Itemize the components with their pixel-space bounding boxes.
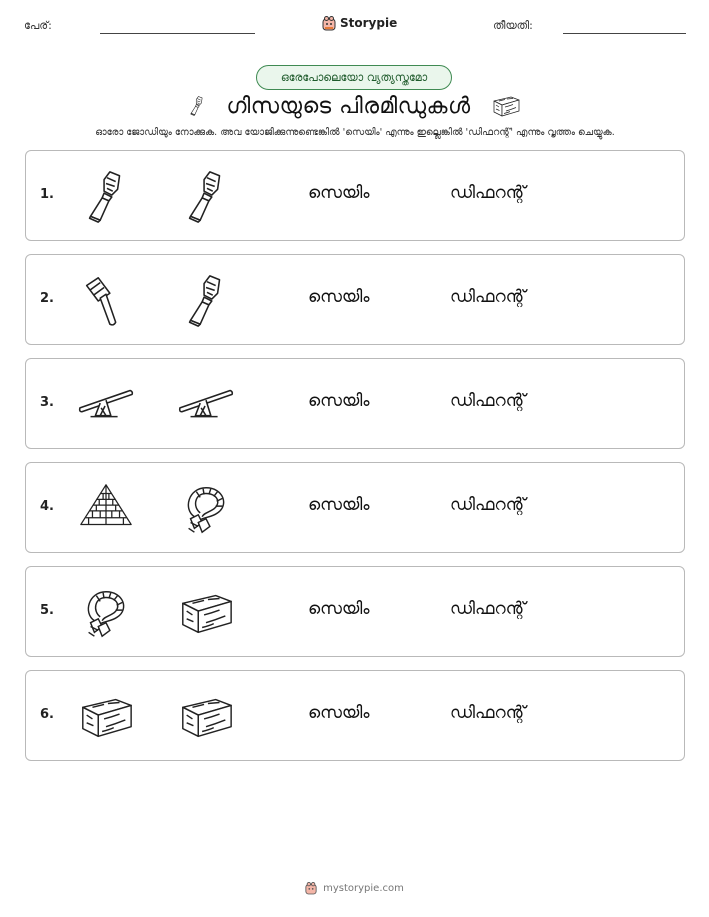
chisel-icon [76,168,136,226]
question-row [25,358,685,449]
worksheet-type-badge: ഒരേപോലെയോ വ്യത്യസ്തമോ [256,65,452,90]
question-number: 4. [40,499,54,514]
stone-block-icon [76,688,136,746]
same-option[interactable]: സെയിം [308,703,370,723]
stone-block-icon [176,584,236,642]
question-number: 6. [40,707,54,722]
question-row [25,254,685,345]
lever-icon [76,376,136,434]
same-option[interactable]: സെയിം [308,599,370,619]
question-row [25,150,685,241]
same-option[interactable]: സെയിം [308,287,370,307]
question-row [25,670,685,761]
different-option[interactable]: ഡിഫറന്റ് [450,183,526,203]
name-line[interactable] [100,33,255,34]
rope-icon [76,584,136,642]
instructions: ഓരോ ജോഡിയും നോക്കുക. അവ യോജിക്കുന്നുണ്ടെങ്കിൽ 'സെയിം' എന്നും ഇല്ലെങ്കിൽ 'ഡിഫറന്റ്' എന്നും വൃത്തം ചെയ്യുക. [95,127,615,138]
date-line[interactable] [563,33,686,34]
question-number: 2. [40,291,54,306]
rope-icon [176,480,236,538]
different-option[interactable]: ഡിഫറന്റ് [450,391,526,411]
footer-url[interactable]: mystorypie.com [323,882,404,894]
different-option[interactable]: ഡിഫറന്റ് [450,703,526,723]
name-label: പേര്: [24,19,52,32]
pyramid-icon [76,480,136,538]
same-option[interactable]: സെയിം [308,183,370,203]
different-option[interactable]: ഡിഫറന്റ് [450,599,526,619]
chisel-icon [176,168,236,226]
question-number: 3. [40,395,54,410]
different-option[interactable]: ഡിഫറന്റ് [450,287,526,307]
same-option[interactable]: സെയിം [308,495,370,515]
brand-name: Storypie [340,16,398,30]
question-list [25,150,685,774]
storypie-mascot-icon [305,881,317,895]
chisel-icon [176,272,236,330]
page-title: ഗിസയുടെ പിരമിഡുകൾ [226,93,471,119]
stone-block-icon [489,91,523,121]
question-number: 1. [40,187,54,202]
lever-icon [176,376,236,434]
brand-logo [322,13,397,33]
date-label: തീയതി: [493,19,533,32]
chisel-icon [186,92,208,120]
different-option[interactable]: ഡിഫറന്റ് [450,495,526,515]
question-row [25,566,685,657]
question-number: 5. [40,603,54,618]
hammer-icon [76,272,136,330]
footer [0,878,709,898]
stone-block-icon [176,688,236,746]
same-option[interactable]: സെയിം [308,391,370,411]
title-row [0,90,709,122]
storypie-mascot-icon [322,15,336,31]
question-row [25,462,685,553]
